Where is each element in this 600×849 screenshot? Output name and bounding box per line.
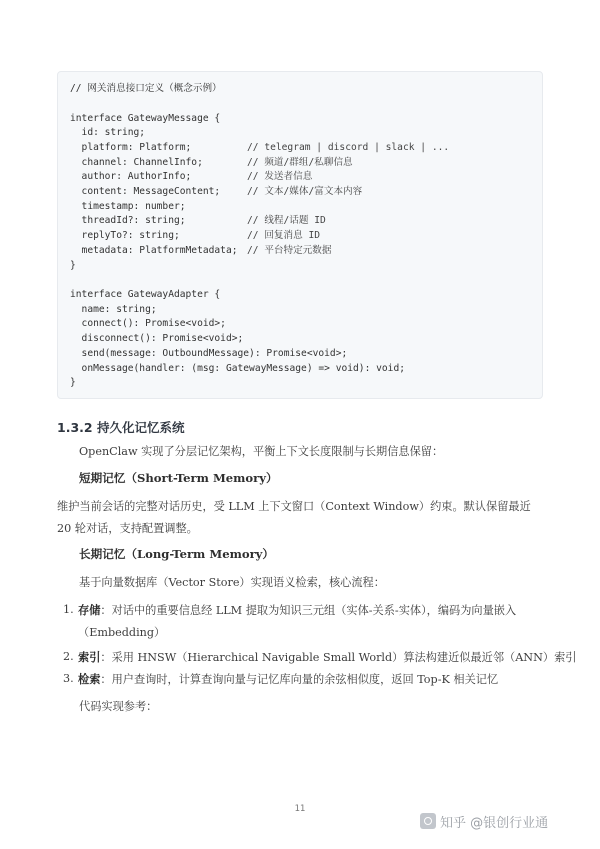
list-number: 3. (63, 672, 74, 685)
code-line: // 网关消息接口定义（概念示例） (70, 83, 222, 94)
list-body (78, 599, 545, 644)
short-term-paragraph: 维护当前会话的完整对话历史，受 LLM 上下文窗口（Context Window）约束。默认保留最近 20 轮对话，支持配置调整。 (57, 500, 531, 535)
code-line: interface GatewayMessage { (70, 112, 221, 124)
code-line: threadId?: string; (70, 215, 186, 227)
long-term-heading: 长期记忆（Long-Term Memory） (79, 547, 275, 561)
code-line: timestamp: number; (70, 200, 186, 212)
list-body (78, 646, 577, 669)
list-text: ：采用 HNSW（Hierarchical Navigable Small World）算法构建近似最近邻（ANN）索引 (100, 651, 577, 664)
code-line: } (70, 377, 76, 389)
list-term: 检索 (78, 672, 101, 686)
code-line: } (70, 259, 76, 271)
code-comment: // 发送者信息 (247, 171, 313, 183)
code-comment: // 线程/话题 ID (247, 215, 326, 227)
code-line: connect(): Promise<void>; (70, 318, 226, 330)
code-comment: // 文本/媒体/富文本内容 (247, 186, 363, 197)
code-line: onMessage(handler: (msg: GatewayMessage) => void): void; (70, 362, 406, 374)
watermark (420, 811, 548, 831)
code-line: platform: Platform; (70, 141, 192, 153)
long-term-intro: 基于向量数据库（Vector Store）实现语义检索，核心流程： (79, 576, 385, 589)
intro-paragraph: OpenClaw 实现了分层记忆架构，平衡上下文长度限制与长期信息保留： (79, 445, 444, 458)
list-term: 存储 (78, 603, 101, 617)
list-text: ：用户查询时，计算查询向量与记忆库向量的余弦相似度，返回 Top-K 相关记忆 (100, 673, 499, 686)
list-term: 索引 (78, 650, 101, 664)
code-line: channel: ChannelInfo; (70, 156, 203, 168)
watermark-logo-icon (420, 813, 436, 829)
code-line: content: MessageContent; (70, 186, 221, 197)
list-text: ：对话中的重要信息经 LLM 提取为知识三元组（实体-关系-实体），编码为向量嵌入（Embedding） (78, 604, 517, 639)
code-line: interface GatewayAdapter { (70, 289, 221, 300)
code-block (57, 71, 543, 399)
code-comment: // 平台特定元数据 (247, 244, 332, 256)
list-item-storage (63, 599, 545, 644)
code-line: author: AuthorInfo; (70, 171, 192, 183)
list-body (78, 668, 545, 691)
code-comment: // 回复消息 ID (247, 230, 321, 242)
list-item-index (63, 646, 577, 669)
section-heading: 1.3.2 持久化记忆系统 (57, 420, 185, 435)
list-number: 1. (63, 603, 74, 616)
code-line: replyTo?: string; (70, 230, 180, 242)
list-item-retrieval (63, 668, 545, 691)
code-line: metadata: PlatformMetadata; (70, 244, 238, 256)
list-number: 2. (63, 650, 74, 663)
code-reference-label: 代码实现参考： (79, 700, 158, 713)
code-line: disconnect(): Promise<void>; (70, 333, 244, 345)
short-term-heading: 短期记忆（Short-Term Memory） (79, 471, 278, 485)
code-line: send(message: OutboundMessage): Promise<void>; (70, 347, 348, 359)
code-comment: // telegram | discord | slack | ... (247, 141, 450, 153)
page-number: 11 (294, 804, 306, 814)
code-line: name: string; (70, 303, 157, 315)
code-line: id: string; (70, 127, 146, 139)
code-comment: // 频道/群组/私聊信息 (247, 156, 353, 168)
watermark-text: 知乎 @银创行业通 (440, 815, 549, 831)
